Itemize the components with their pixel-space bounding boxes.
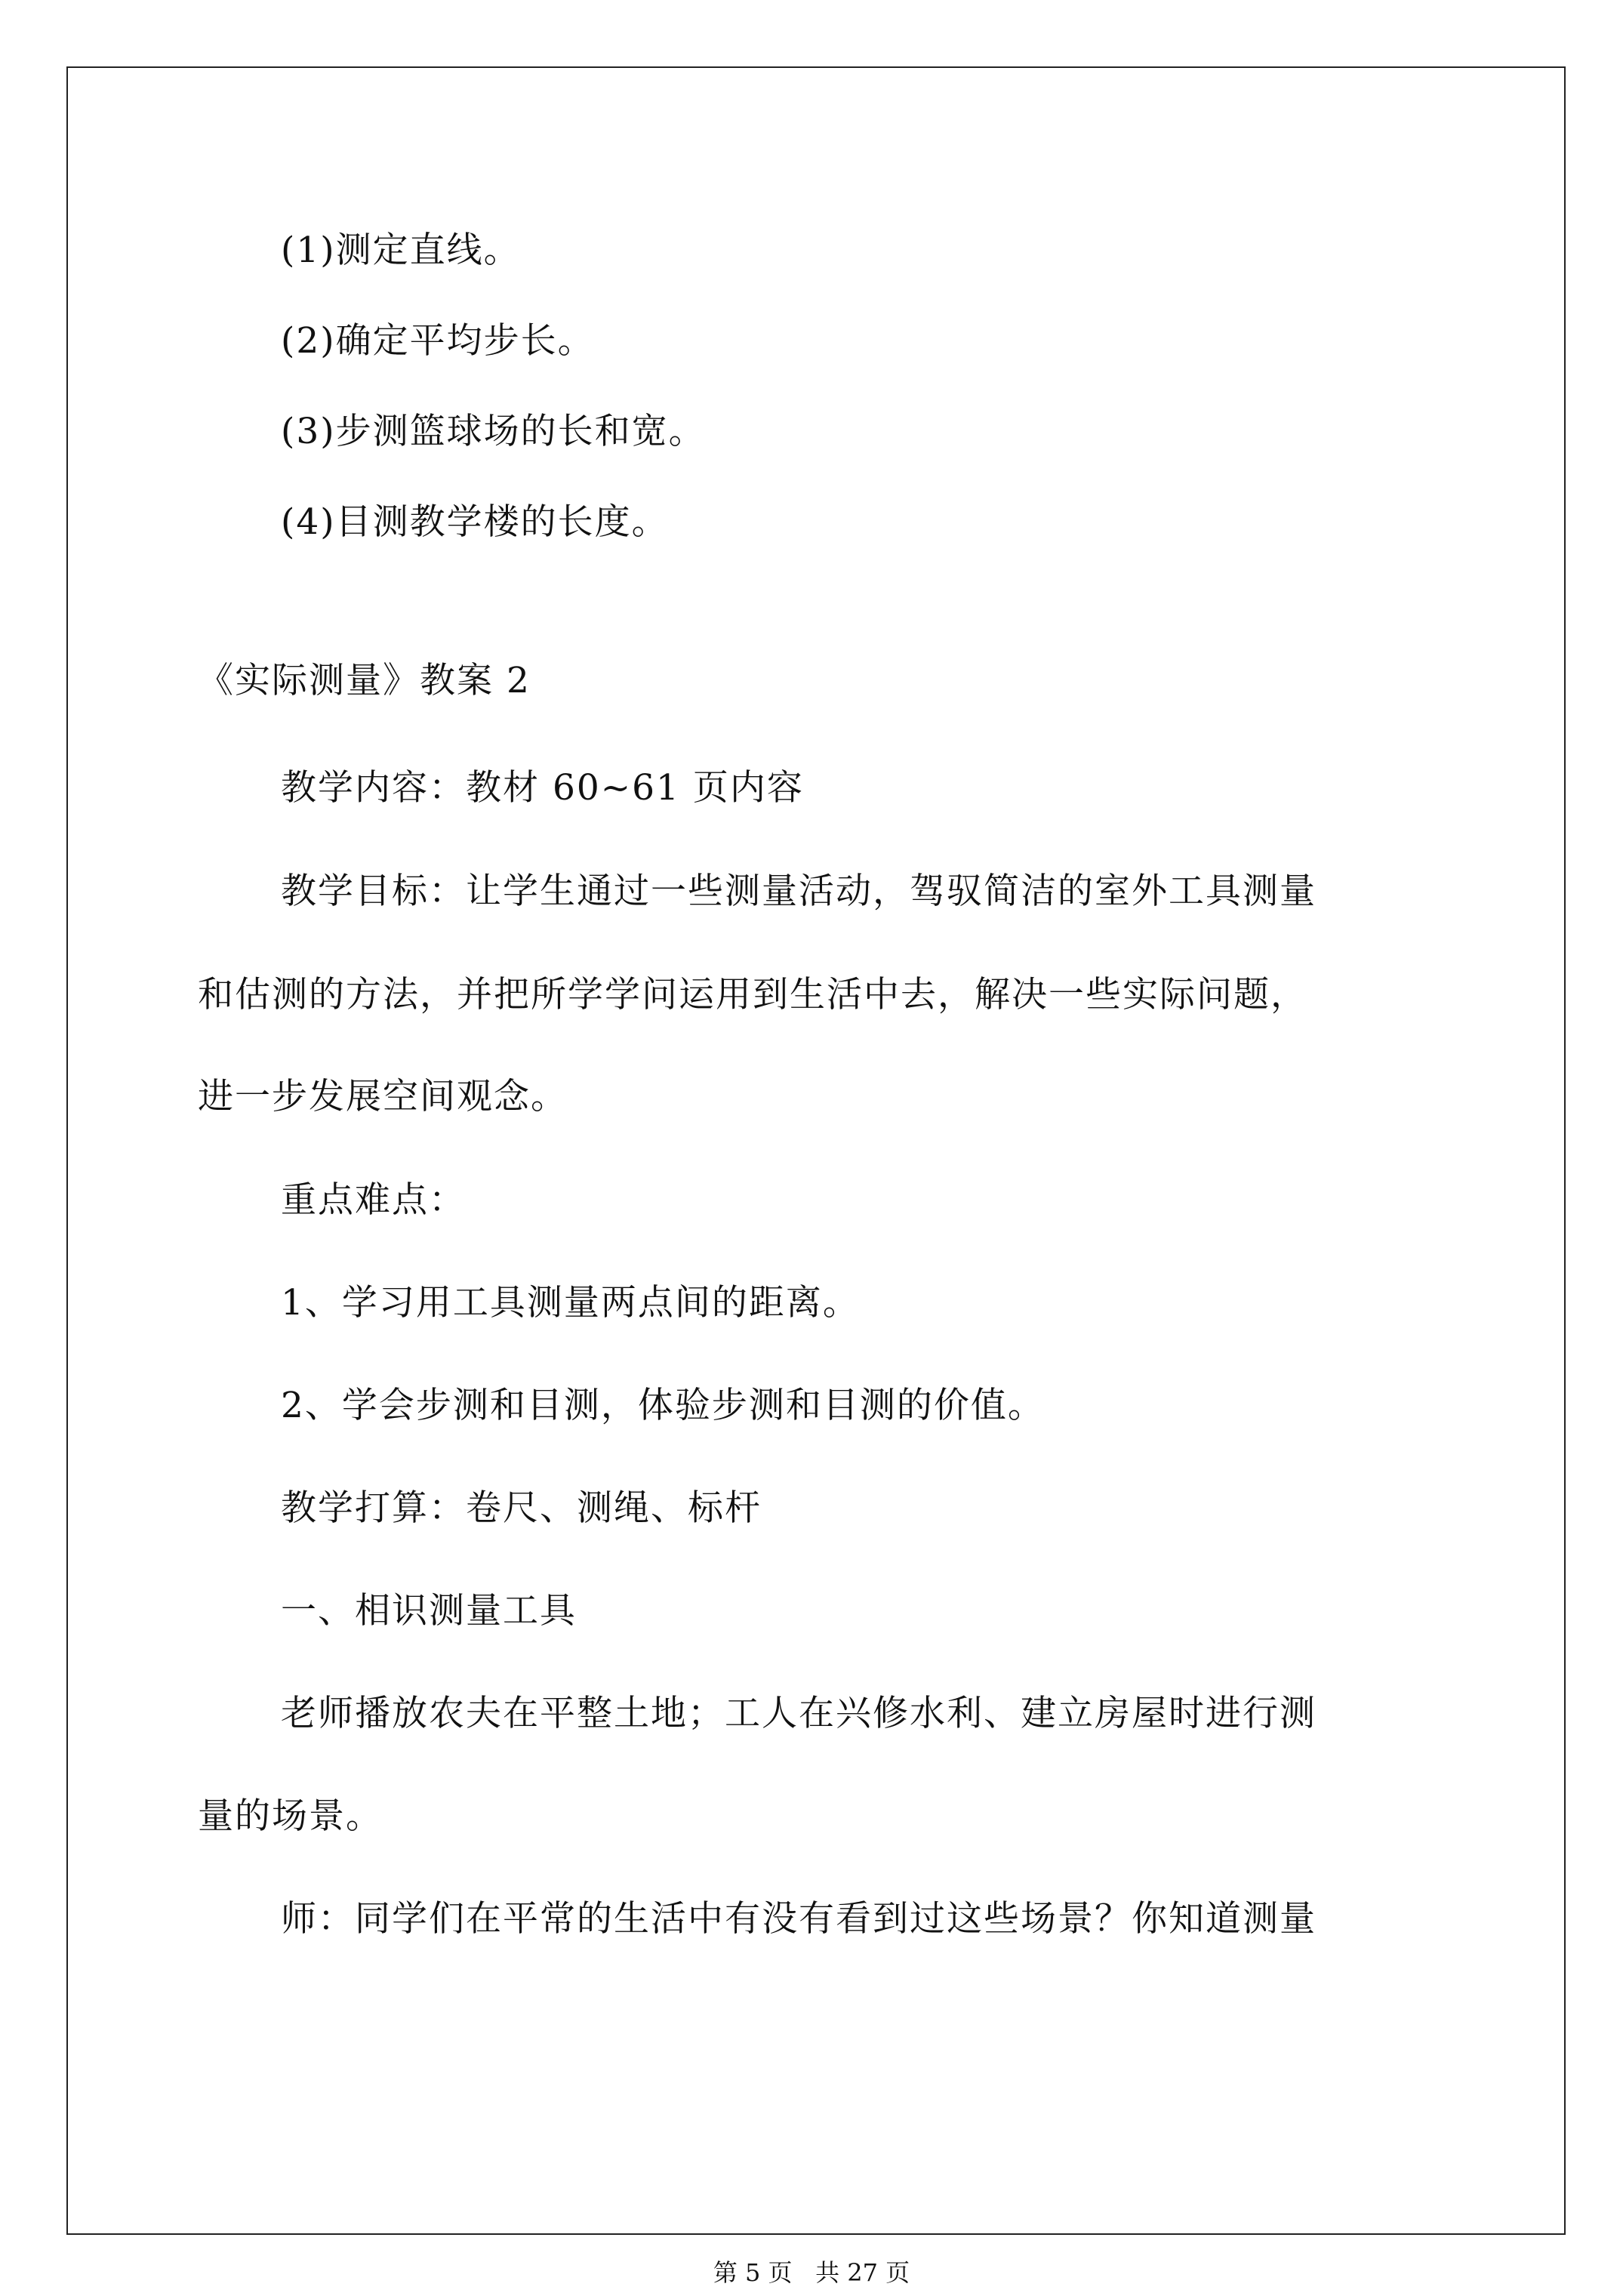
section-heading: 《实际测量》教案 2 (198, 660, 531, 701)
list-item-2: (2)确定平均步长。 (281, 320, 595, 362)
list-item-4: (4)目测教学楼的长度。 (281, 501, 669, 543)
paragraph-key-points: 重点难点： (281, 1179, 466, 1221)
paragraph-scene-line1: 老师播放农夫在平整土地；工人在兴修水利、建立房屋时进行测 (281, 1693, 1317, 1734)
list-item-3: (3)步测篮球场的长和宽。 (281, 411, 706, 452)
paragraph-teacher: 师：同学们在平常的生活中有没有看到过这些场景？你知道测量 (281, 1898, 1317, 1940)
section-one-heading: 一、相识测量工具 (281, 1590, 577, 1632)
paragraph-goal-line3: 进一步发展空间观念。 (198, 1076, 568, 1117)
key-point-2: 2、学会步测和目测，体验步测和目测的价值。 (281, 1385, 1045, 1426)
key-point-1: 1、学习用工具测量两点间的距离。 (281, 1282, 860, 1324)
paragraph-preparation: 教学打算：卷尺、测绳、标杆 (281, 1487, 762, 1529)
paragraph-content: 教学内容：教材 60~61 页内容 (281, 767, 804, 809)
paragraph-goal-line1: 教学目标：让学生通过一些测量活动，驾驭简洁的室外工具测量 (281, 871, 1317, 912)
paragraph-goal-line2: 和估测的方法，并把所学学问运用到生活中去，解决一些实际问题， (198, 974, 1307, 1015)
paragraph-scene-line2: 量的场景。 (198, 1795, 383, 1837)
page-number-footer: 第 5 页 共 27 页 (713, 2258, 910, 2287)
list-item-1: (1)测定直线。 (281, 230, 521, 271)
